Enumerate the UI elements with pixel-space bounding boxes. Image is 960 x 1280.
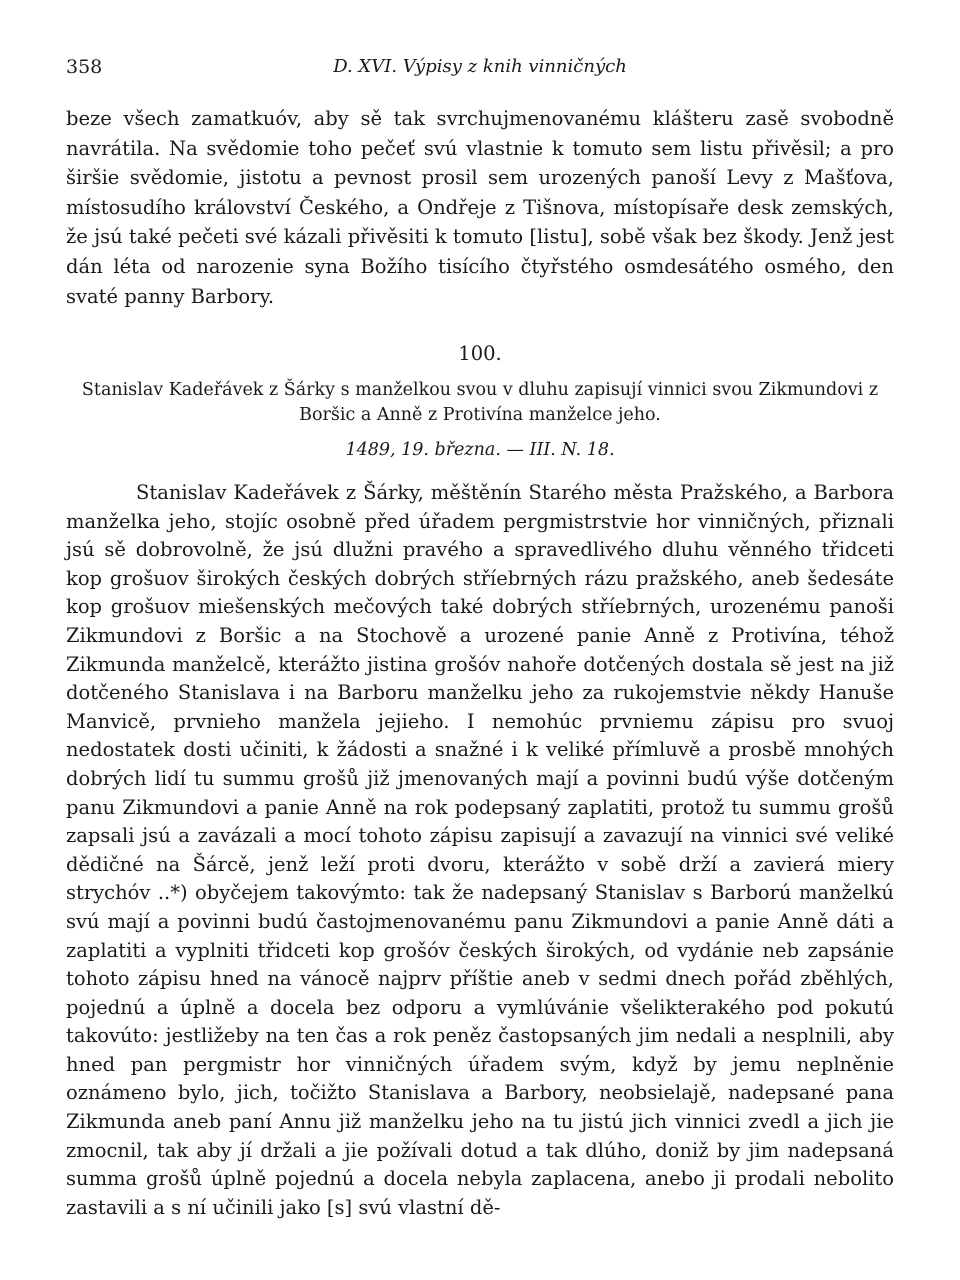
page-header	[66, 56, 894, 86]
running-head: D. XVI. Výpisy z knih vinničných	[333, 56, 627, 77]
document-number: 100.	[458, 342, 502, 365]
dateline-dash: —	[500, 440, 530, 460]
document-source: III. N. 18.	[529, 440, 615, 460]
document-dateline	[66, 438, 894, 463]
continuation-paragraph: beze všech zamatkuóv, aby sě tak svrchujmenovanému klášteru zasě svobodně navrátila. Na svědomie toho pečeť svú vlastnie k tomuto sem listu přivěsil; a pro širšie svědomie, jistotu a pevnost prosil sem urozených panoší Levy z Mašťova, místosudího království Českého, a Ondřeje z Tišnova, místopísaře desk zemských, že jsú také pečeti své kázali přivěsiti k tomuto [listu], sobě však bez škody. Jenž jest dán léta od narozenie syna Božího tisícího čtyřstého osmdesátého osmého, den svaté panny Barbory.	[66, 107, 894, 308]
document-text: Stanislav Kadeřávek z Šárky, měštěnín Starého města Pražského, a Barbora manželka jeho, stojíc osobně před úřadem pergmistrstvie hor vinničných, přiznali jsú sě dobrovolně, že jsú dlužni pravého a spravedlivého dluhu věnného třidceti kop grošuov širokých českých dobrých stříebrných rázu pražského, aneb šedesáte kop grošuov miešenských mečových také dobrých stříebrných, urozenému panoši Zikmundovi z Boršic a na Stochově a urozené panie Anně z Protivína, téhož Zikmunda manželcě, kterážto jistina grošóv nahoře dotčených dostala sě jest na již dotčeného Stanislava i na Barboru manželku jeho za rukojemstvie někdy Hanuše Manvicě, prvnieho manžela jejieho. I nemohúc prvniemu zápisu pro svuoj nedostatek dosti učiniti, k žádosti a snažné i k veliké přímluvě a prosbě mnohých dobrých lidí tu summu grošů již jmenovaných mají a povinni budú výše dotčeným panu Zikmundovi a panie Anně na rok podepsaný zaplatiti, protož tu summu grošů zapsali jsú a zavázali a mocí tohoto zápisu zapisují a zavazují na vinnici své veliké dědičné na Šárcě, jenž leží proti dvoru, kterážto v sobě drží a zavierá miery strychóv ..*) obyčejem takovýmto: tak že nadepsaný Stanislav s Barború manželkú svú mají a povinni budú častojmenovanému panu Zikmundovi a panie Anně dáti a zaplatiti a vyplniti třidceti kop grošóv českých širokých, od vydánie neb zapsánie tohoto zápisu hned na vánocě najprv příštie aneb v sedmi dnech pořád zběhlých, pojednú a úplně a docela bez odporu a vymlúvánie všelikterakého pod pokutú takovúto: jestližeby na ten čas a rok peněz častopsaných jim nedali a nesplnili, aby hned pan pergmistr hor vinničných úřadem svým, když by jemu neplněnie oznámeno bylo, jich, točižto Stanislava a Barbory, neobsielajě, nadepsané pana Zikmunda aneb paní Annu již manželku jeho na tu jistú jich vinnici zvedl a jich jie zmocnil, tak aby jí držali a jie požívali dotud a tak dlúho, doniž by jim nadepsaná summa grošů úplně pojednú a docela nebyla zaplacena, anebo ji prodali nebolito zastavili a s ní učinili jako [s] svú vlastní dě-	[66, 481, 894, 1219]
document-regest: Stanislav Kadeřávek z Šárky s manželkou svou v dluhu zapisují vinnici svou Zikmundovi z Boršic a Anně z Protivína manželce jeho.	[81, 380, 879, 425]
page-number: 358	[66, 56, 103, 78]
document-date: 1489, 19. března.	[345, 440, 501, 460]
